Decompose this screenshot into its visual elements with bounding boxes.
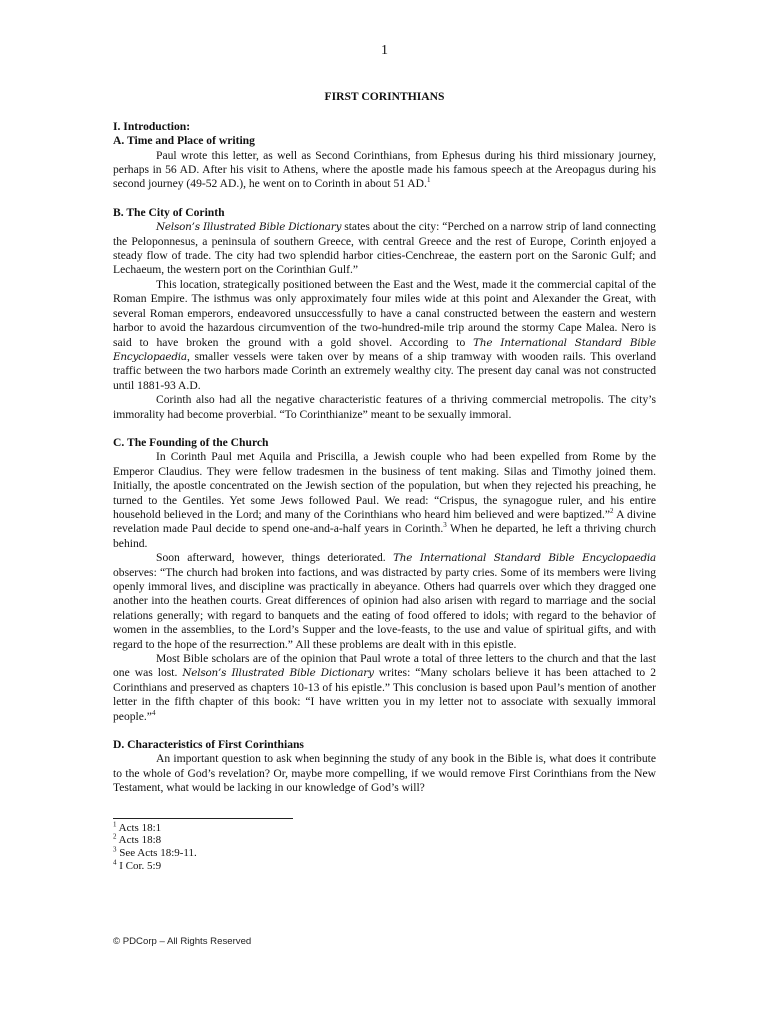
footnote-ref-3: 3	[443, 521, 447, 530]
paragraph-founding-1: In Corinth Paul met Aquila and Priscilla, a Jewish couple who had been expelled from Rome by the Emperor Claudius. They were fellow tradesmen in the business of tent making. Silas and Timothy joined them. Initially, the apostle concentrated on the Jewish section of the population, but when they rejected his preaching, he turned to the Gentiles. Yet some Jews followed Paul. We read: “Crispus, the synagogue ruler, and his entire household believed in the Lord; and many of the Corinthians who heard him believed and were baptized.”$^2$ A divine revelation made Paul decide to spend one-and-a-half years in Corinth.$^3$ When he departed, he left a thriving church behind.	[113, 450, 656, 550]
paragraph-founding-2: Soon afterward, however, things deteriorated. The International Standard Bible Encyclopaedia observes: “The church had broken into factions, and was distracted by party cries. Some of its members were living openly immoral lives, and discipline was practically in abeyance. Others had quarrels over which they dragged one another into the heathen courts. Great differences of opinion had also arisen with regard to marriage and the social relations generally; with regard to banquets and the eating of food offered to idols; with regard to the behavior of women in the assemblies, to the Lord’s Supper and the love-feasts, to the use and value of spiritual gifts, and with regard to the hope of the resurrection.” All these problems are dealt with in this epistle.	[113, 551, 657, 651]
paragraph-characteristics: An important question to ask when beginning the study of any book in the Bible is, what does it contribute to the whole of God’s revelation? Or, maybe more compelling, if we would remove First Corinthians from the New Testament, what would be lacking in our knowledge of God’s will?	[113, 752, 656, 795]
footnote: $^2$ Acts 18:8	[113, 832, 162, 847]
footnote: $^4$ I Cor. 5:9	[113, 858, 162, 873]
footnote-ref-4: 4	[151, 708, 156, 717]
footnote-divider	[113, 818, 293, 819]
section-heading-time-place: A. Time and Place of writing	[113, 134, 255, 148]
citation: The International Standard Bible Encyclopaedia	[393, 552, 657, 565]
footnote: $^1$ Acts 18:1	[113, 820, 162, 834]
citation: Nelson’s Illustrated Bible Dictionary	[156, 221, 342, 234]
page-number: 1	[381, 43, 388, 58]
footnote: $^3$ See Acts 18:9-11.	[113, 845, 197, 860]
section-heading-city: B. The City of Corinth	[113, 205, 225, 219]
section-heading-characteristics: D. Characteristics of First Corinthians	[113, 738, 304, 752]
footnote-ref-2: 2	[610, 507, 614, 516]
paragraph-city-2: This location, strategically positioned between the East and the West, made it the commercial capital of the Roman Empire. The isthmus was only approximately four miles wide at this point and Alexander the Great, with several Roman emperors, endeavored unsuccessfully to have a canal constructed between the eastern and western harbor to avoid the hazardous circumvention of the two-hundred-mile trip around the stormy Cape Malea. Nero is said to have broken the ground with a gold shovel. According to The International Standard Bible Encyclopaedia, smaller vessels were taken over by means of a ship tramway with wooden rails. This overland traffic between the two harbors made Corinth an extremely wealthy city. The present day canal was not constructed until 1881-93 A.D.	[113, 277, 656, 392]
paragraph-city-3: Corinth also had all the negative characteristic features of a thriving commercial metropolis. The city’s immorality had become proverbial. “To Corinthianize” meant to be sexually immoral.	[113, 393, 656, 421]
section-heading-introduction: I. Introduction:	[113, 119, 191, 133]
document-page	[113, 44, 656, 873]
copyright-notice: © PDCorp – All Rights Reserved	[113, 936, 252, 947]
paragraph-time-place: Paul wrote this letter, as well as Second Corinthians, from Ephesus during his third missionary journey, perhaps in 56 AD. After his visit to Athens, where the apostle made his famous speech at the Areopagus during his second journey (49-52 AD.), he went on to Corinth in about 51 AD.$^1$	[113, 148, 656, 191]
document-title: FIRST CORINTHIANS	[324, 90, 445, 104]
citation: The International Standard Bible Encyclopaedia	[113, 336, 656, 363]
citation: Nelson’s Illustrated Bible Dictionary	[182, 667, 374, 680]
footnote-ref-1: 1	[426, 176, 431, 185]
paragraph-founding-3: Most Bible scholars are of the opinion that Paul wrote a total of three letters to the church and that the last one was lost. Nelson’s Illustrated Bible Dictionary writes: “Many scholars believe it has been attached to 2 Corinthians and preserved as chapters 10-13 of his epistle.” This conclusion is based upon Paul’s mention of another letter in the fifth chapter of this book: “I have written you in my letter not to associate with sexually immoral people.”$^4$	[113, 652, 656, 723]
section-heading-founding: C. The Founding of the Church	[113, 435, 269, 449]
paragraph-city-1: Nelson’s Illustrated Bible Dictionary states about the city: “Perched on a narrow strip of land connecting the Peloponnesus, a peninsula of southern Greece, with central Greece and the rest of Europe, Corinth enjoyed a steady flow of trade. The city had two splendid harbor cities-Cenchreae, the eastern port on the Saronic Gulf; and Lechaeum, the western port on the Corinthian Gulf.”	[113, 220, 656, 277]
